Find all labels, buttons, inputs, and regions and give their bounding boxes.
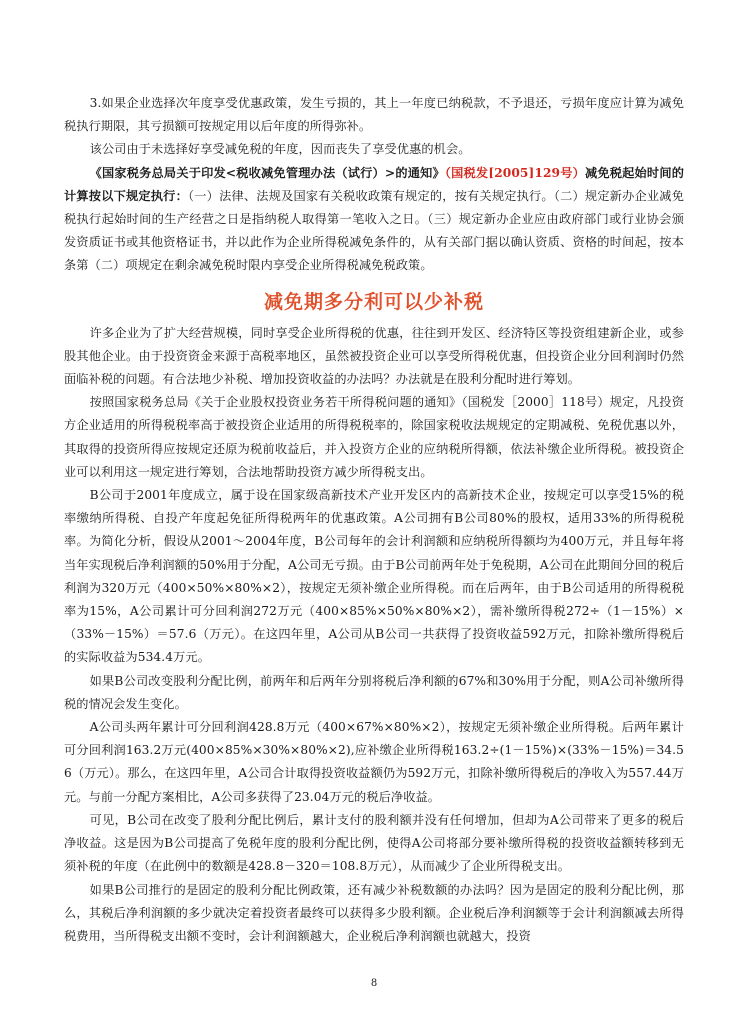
section-heading: 减免期多分利可以少补税 [263, 290, 484, 313]
paragraph-fixed-ratio: 如果B公司推行的是固定的股利分配比例政策，还有减少补税数额的办法吗？因为是固定的股利分配比例，那么，其税后净利润额的多少就决定着投资者最终可以获得多少股利额。企业税后净利润额等于会计利润额减去所得税费用，当所得税支出额不变时，会计利润额越大，企业税后净利润额也就越大，投资 [64, 882, 684, 943]
paragraph-conclusion: 可见，B公司在改变了股利分配比例后，累计支付的股利额并没有任何增加，但却为A公司带来了更多的税后净收益。这是因为B公司提高了免税年度的股利分配比例，使得A公司将部分要补缴所得税的投资收益额转移到无须补税的年度（在此例中的数额是428.8－320＝108.8万元），从而减少了企业所得税支出。 [64, 812, 684, 874]
paragraph-example-b-company: B公司于2001年度成立，属于设在国家级高新技术产业开发区内的高新技术企业，按规定可以享受15%的税率缴纳所得税、自投产年度起免征所得税两年的优惠政策。A公司拥有B公司80%的股权，适用33%的所得税税率。为简化分析，假设从2001～2004年度，B公司每年的会计利润额和应纳税所得额均为400万元，并且每年将当年实现税后净利润额的50%用于分配，A公司无亏损。由于B公司前两年处于免税期，A公司在此期间分回的税后利润为320万元（400×50%×80%×2），按规定无须补缴企业所得税。而在后两年，由于B公司适用的所得税税率为15%，A公司累计可分回利润272万元（400×85%×50%×80%×2），需补缴所得税272÷（1－15%）×（33%－15%）＝57.6（万元）。在这四年里，A公司从B公司一共获得了投资收益592万元，扣除补缴所得税后的实际收益为534.4万元。 [64, 488, 684, 665]
regulation-lead: 减免税起始时间的计算按以下规定执行： [64, 165, 684, 203]
paragraph-lost-opportunity: 该公司由于未选择好享受减免税的年度，因而丧失了享受优惠的机会。 [89, 142, 471, 157]
document-page [64, 92, 684, 948]
paragraph-loss-rule: 3.如果企业选择次年度享受优惠政策，发生亏损的，其上一年度已纳税款，不予退还，亏损年度应计算为减免税执行期限，其亏损额可按规定用以后年度的所得弥补。 [64, 96, 684, 134]
regulation-doc-number: （国税发[2005]129号） [444, 165, 585, 180]
paragraph-change-ratio: 如果B公司改变股利分配比例，前两年和后两年分别将税后净利额的67%和30%用于分配，则A公司补缴所得税的情况会发生变化。 [64, 673, 684, 711]
regulation-paragraph [64, 162, 684, 278]
paragraph-regulation-118: 按照国家税务总局《关于企业股权投资业务若干所得税问题的通知》（国税发［2000］118号）规定，凡投资方企业适用的所得税税率高于被投资企业适用的所得税税率的，除国家税收法规规定的定期减税、免税优惠以外，其取得的投资所得应按规定还原为税前收益后，并入投资方企业的应纳税所得额，依法补缴企业所得税。被投资企业可以利用这一规定进行筹划，合法地帮助投资方减少所得税支出。 [64, 395, 684, 479]
page-number: 8 [370, 978, 378, 989]
regulation-body: （一）法律、法规及国家有关税收政策有规定的，按有关规定执行。（二）规定新办企业减免税执行起始时间的生产经营之日是指纳税人取得第一笔收入之日。（三）规定新办企业应由政府部门或行业协会颁发资质证书或其他资格证书，并以此作为企业所得税减免条件的，从有关部门据以确认资质、资格的时间起，按本条第（二）项规定在剩余减免税时限内享受企业所得税减免税政策。 [64, 188, 684, 273]
regulation-title: 《国家税务总局关于印发<税收减免管理办法（试行）>的通知》 [89, 165, 445, 180]
paragraph-intro: 许多企业为了扩大经营规模，同时享受企业所得税的优惠，往往到开发区、经济特区等投资组建新企业，或参股其他企业。由于投资资金来源于高税率地区，虽然被投资企业可以享受所得税优惠，但投资企业分回利润时仍然面临补税的问题。有合法地少补税、增加投资收益的办法吗？办法就是在股利分配时进行筹划。 [64, 325, 684, 387]
paragraph-calculation: A公司头两年累计可分回利润428.8万元（400×67%×80%×2），按规定无须补缴企业所得税。后两年累计可分回利润163.2万元(400×85%×30%×80%×2),应补缴企业所得税163.2÷(1－15%)×(33%－15%)＝34.56（万元）。那么，在这四年里，A公司合计取得投资收益额仍为592万元，扣除补缴所得税后的净收入为557.44万元。与前一分配方案相比，A公司多获得了23.04万元的税后净收益。 [64, 720, 684, 804]
